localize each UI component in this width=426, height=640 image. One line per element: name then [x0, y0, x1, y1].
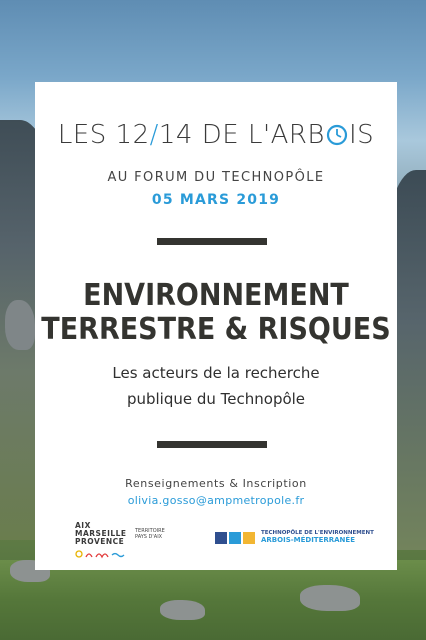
title-suffix-b: IS	[348, 120, 375, 150]
background-ground	[0, 560, 426, 640]
technopole-line-1: TECHNOPÔLE DE L'ENVIRONNEMENT	[261, 530, 374, 536]
contact-label: Renseignements & Inscription	[125, 477, 307, 490]
background-rock	[300, 585, 360, 611]
poster-card	[35, 82, 397, 570]
amp-small-line-2: PAYS D'AIX	[135, 534, 163, 540]
event-date: 05 MARS 2019	[151, 192, 281, 208]
contact-email-link[interactable]: olivia.gosso@ampmetropole.fr	[127, 494, 305, 507]
aix-marseille-provence-logo	[75, 522, 195, 562]
divider-bottom	[157, 441, 267, 448]
clock-icon	[326, 123, 348, 145]
technopole-squares-icon	[215, 532, 257, 546]
amp-logo-line-2: MARSEILLE	[75, 529, 127, 538]
subtitle-line-2: publique du Technopôle	[126, 390, 306, 408]
technopole-line-2: ARBOIS-MÉDITERRANÉE	[261, 536, 355, 544]
amp-logo-decoration-icon	[75, 549, 130, 559]
subtitle-line-1: Les acteurs de la recherche	[112, 364, 320, 382]
forum-subtitle: AU FORUM DU TECHNOPÔLE	[107, 170, 325, 185]
background-rock	[5, 300, 35, 350]
amp-logo-line-3: PROVENCE	[75, 537, 125, 546]
amp-small-line-1: TERRITOIRE	[135, 528, 165, 534]
headline-line-2: TERRESTRE & RISQUES	[41, 312, 391, 347]
amp-logo-line-1: AIX	[75, 521, 91, 530]
title-suffix-a: 14 DE L'ARB	[158, 120, 325, 150]
headline-line-1: ENVIRONNEMENT	[83, 278, 349, 313]
divider-top	[157, 238, 267, 245]
title-prefix: LES 12	[57, 120, 150, 150]
background-rock	[160, 600, 205, 620]
technopole-logo	[215, 527, 375, 557]
title-slash: /	[149, 120, 159, 150]
event-title	[35, 120, 397, 150]
